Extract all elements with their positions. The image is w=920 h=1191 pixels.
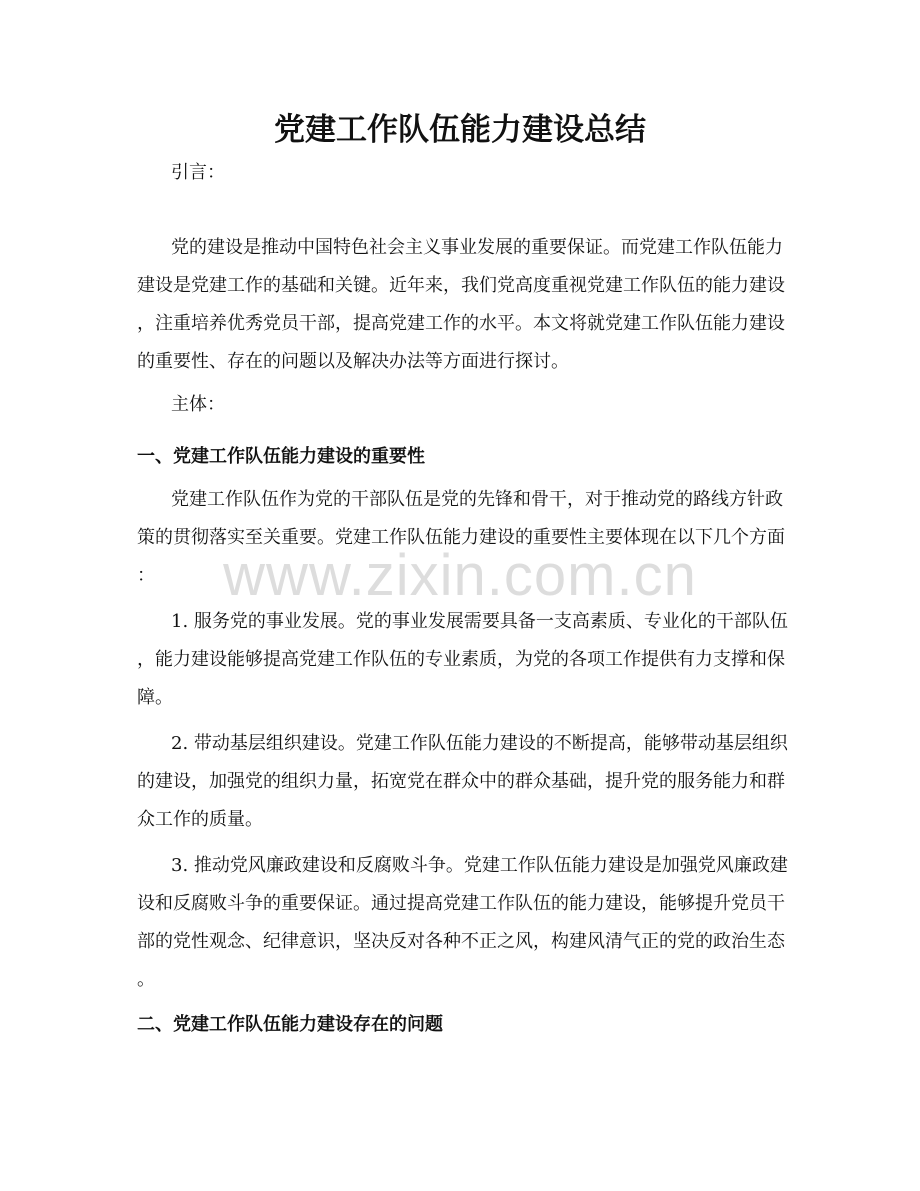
list-item-1 bbox=[137, 603, 787, 717]
text-line: 党建工作队伍作为党的干部队伍是党的先锋和骨干，对于推动党的路线方针政 bbox=[171, 489, 783, 510]
intro-label: 引言： bbox=[171, 162, 225, 183]
list-item-2 bbox=[137, 725, 787, 839]
text-line: 的重要性、存在的问题以及解决办法等方面进行探讨。 bbox=[137, 351, 569, 372]
section2-heading: 二、党建工作队伍能力建设存在的问题 bbox=[137, 1014, 443, 1035]
text-line: 策的贯彻落实至关重要。党建工作队伍能力建设的重要性主要体现在以下几个方面 bbox=[137, 527, 785, 548]
text-line: ，能力建设能够提高党建工作队伍的专业素质，为党的各项工作提供有力支撑和保 bbox=[137, 649, 785, 670]
text-line: ，注重培养优秀党员干部，提高党建工作的水平。本文将就党建工作队伍能力建设 bbox=[137, 313, 785, 334]
intro-paragraph bbox=[137, 229, 787, 381]
text-line: 的建设，加强党的组织力量，拓宽党在群众中的群众基础，提升党的服务能力和群 bbox=[137, 771, 785, 792]
body-label: 主体： bbox=[171, 394, 225, 415]
text-line: ： bbox=[137, 565, 155, 586]
text-line: 1. 服务党的事业发展。党的事业发展需要具备一支高素质、专业化的干部队伍 bbox=[171, 611, 788, 632]
text-line: 3. 推动党风廉政建设和反腐败斗争。党建工作队伍能力建设是加强党风廉政建 bbox=[171, 855, 788, 876]
text-line: 建设是党建工作的基础和关键。近年来，我们党高度重视党建工作队伍的能力建设 bbox=[137, 275, 785, 296]
text-line: 部的党性观念、纪律意识，坚决反对各种不正之风，构建风清气正的党的政治生态 bbox=[137, 931, 785, 952]
text-line: 障。 bbox=[137, 687, 173, 708]
text-line: 。 bbox=[137, 969, 155, 990]
text-line: 设和反腐败斗争的重要保证。通过提高党建工作队伍的能力建设，能够提升党员干 bbox=[137, 893, 785, 914]
text-line: 党的建设是推动中国特色社会主义事业发展的重要保证。而党建工作队伍能力 bbox=[171, 237, 783, 258]
watermark: www.zixin.com.cn bbox=[223, 543, 697, 608]
intro-label-block bbox=[137, 154, 787, 192]
text-line: 2. 带动基层组织建设。党建工作队伍能力建设的不断提高，能够带动基层组织 bbox=[171, 733, 788, 754]
list-item-3 bbox=[137, 847, 787, 999]
body-label-block bbox=[137, 386, 787, 424]
text-line: 众工作的质量。 bbox=[137, 809, 263, 830]
section1-paragraph bbox=[137, 481, 787, 595]
section1-heading: 一、党建工作队伍能力建设的重要性 bbox=[137, 446, 425, 467]
document-title: 党建工作队伍能力建设总结 bbox=[274, 112, 646, 148]
